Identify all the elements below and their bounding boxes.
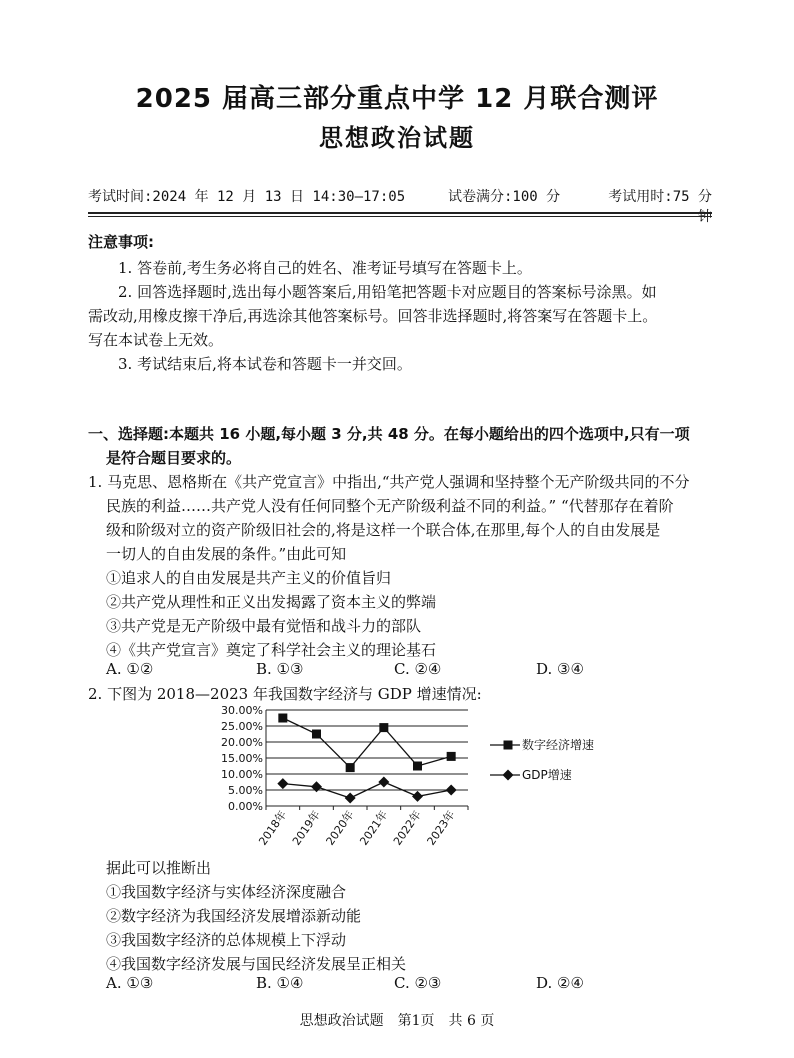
q2-option-b[interactable]: B. ①④ bbox=[256, 974, 304, 992]
notice-item-2-line-3: 写在本试卷上无效。 bbox=[88, 331, 224, 349]
q1-option-b[interactable]: B. ①③ bbox=[256, 660, 304, 678]
q1-statement-2: ②共产党从理性和正义出发揭露了资本主义的弊端 bbox=[106, 593, 437, 611]
section-1-heading-line-1: 一、选择题:本题共 16 小题,每小题 3 分,共 48 分。在每小题给出的四个选项中,只有一项 bbox=[88, 425, 690, 443]
gdp-point bbox=[412, 791, 423, 802]
notice-item-3: 3. 考试结束后,将本试卷和答题卡一并交回。 bbox=[118, 355, 412, 373]
series-line-1 bbox=[283, 718, 451, 768]
y-tick-label: 10.00% bbox=[221, 768, 263, 781]
gdp-point bbox=[446, 785, 457, 796]
q2-option-a[interactable]: A. ①③ bbox=[106, 974, 154, 992]
gdp-point bbox=[378, 777, 389, 788]
gdp-point bbox=[311, 781, 322, 792]
header-rule-thin bbox=[88, 216, 712, 217]
q2-options bbox=[106, 974, 646, 992]
notice-heading: 注意事项: bbox=[88, 233, 154, 251]
page-footer: 思想政治试题 第1页 共 6 页 bbox=[299, 1013, 495, 1029]
x-tick-label: 2023年 bbox=[424, 808, 458, 848]
header-rule-thick bbox=[88, 212, 712, 214]
x-tick-label: 2020年 bbox=[323, 808, 357, 848]
digital-economy-point bbox=[312, 730, 321, 739]
q1-statement-1: ①追求人的自由发展是共产主义的价值旨归 bbox=[106, 569, 392, 587]
y-tick-label: 0.00% bbox=[228, 800, 263, 813]
full-score: 试卷满分:100 分 bbox=[448, 189, 561, 205]
digital-economy-point bbox=[413, 762, 422, 771]
q1-statement-4: ④《共产党宣言》奠定了科学社会主义的理论基石 bbox=[106, 641, 437, 659]
q1-option-c[interactable]: C. ②④ bbox=[394, 660, 442, 678]
q1-options bbox=[106, 660, 646, 678]
q1-stem-line-2: 民族的利益……共产党人没有任何同整个无产阶级利益不同的利益。” “代替那存在着阶 bbox=[106, 497, 674, 515]
exam-title: 2025 届高三部分重点中学 12 月联合测评 bbox=[135, 84, 659, 114]
gdp-point bbox=[277, 778, 288, 789]
q1-option-d[interactable]: D. ③④ bbox=[536, 660, 584, 678]
q2-follow: 据此可以推断出 bbox=[106, 859, 212, 877]
digital-economy-point bbox=[447, 752, 456, 761]
digital-economy-point bbox=[278, 714, 287, 723]
y-tick-label: 5.00% bbox=[228, 784, 263, 797]
q2-statement-3: ③我国数字经济的总体规模上下浮动 bbox=[106, 931, 347, 949]
y-tick-label: 20.00% bbox=[221, 736, 263, 749]
x-tick-label: 2021年 bbox=[357, 808, 391, 848]
x-tick-label: 2019年 bbox=[289, 808, 323, 848]
q1-stem-line-1: 1. 马克思、恩格斯在《共产党宣言》中指出,“共产党人强调和坚持整个无产阶级共同的不分 bbox=[88, 473, 690, 491]
y-tick-label: 25.00% bbox=[221, 720, 263, 733]
q2-statement-4: ④我国数字经济发展与国民经济发展呈正相关 bbox=[106, 955, 407, 973]
y-tick-label: 15.00% bbox=[221, 752, 263, 765]
q1-option-a[interactable]: A. ①② bbox=[106, 660, 154, 678]
q2-statement-1: ①我国数字经济与实体经济深度融合 bbox=[106, 883, 347, 901]
exam-subject: 思想政治试题 bbox=[319, 124, 475, 152]
q1-stem-line-3: 级和阶级对立的资产阶级旧社会的,将是这样一个联合体,在那里,每个人的自由发展是 bbox=[106, 521, 661, 539]
q2-stem: 2. 下图为 2018—2023 年我国数字经济与 GDP 增速情况: bbox=[88, 685, 482, 703]
notice-item-1: 1. 答卷前,考生务必将自己的姓名、准考证号填写在答题卡上。 bbox=[118, 259, 532, 277]
digital-economy-point bbox=[379, 723, 388, 732]
exam-info-bar bbox=[88, 186, 712, 226]
x-tick-label: 2018年 bbox=[256, 808, 290, 848]
growth-line-chart bbox=[200, 700, 640, 860]
section-1-heading-line-2: 是符合题目要求的。 bbox=[106, 449, 242, 467]
notice-item-2-line-2: 需改动,用橡皮擦干净后,再选涂其他答案标号。回答非选择题时,将答案写在答题卡上。 bbox=[88, 307, 658, 325]
exam-time: 考试时间:2024 年 12 月 13 日 14:30—17:05 bbox=[88, 189, 406, 205]
legend-diamond-marker bbox=[503, 770, 514, 781]
y-tick-label: 30.00% bbox=[221, 704, 263, 717]
notice-item-2-line-1: 2. 回答选择题时,选出每小题答案后,用铅笔把答题卡对应题目的答案标号涂黑。如 bbox=[118, 283, 657, 301]
q2-statement-2: ②数字经济为我国经济发展增添新动能 bbox=[106, 907, 362, 925]
q1-statement-3: ③共产党是无产阶级中最有觉悟和战斗力的部队 bbox=[106, 617, 422, 635]
q2-option-c[interactable]: C. ②③ bbox=[394, 974, 442, 992]
digital-economy-point bbox=[346, 763, 355, 772]
legend-square-marker bbox=[504, 741, 513, 750]
gdp-point bbox=[345, 793, 356, 804]
q2-option-d[interactable]: D. ②④ bbox=[536, 974, 584, 992]
legend-label: 数字经济增速 bbox=[522, 738, 595, 752]
q1-stem-line-4: 一切人的自由发展的条件。”由此可知 bbox=[106, 545, 347, 563]
x-tick-label: 2022年 bbox=[390, 808, 424, 848]
exam-duration: 考试用时:75 分钟 bbox=[608, 189, 712, 225]
legend-label: GDP增速 bbox=[522, 768, 572, 782]
